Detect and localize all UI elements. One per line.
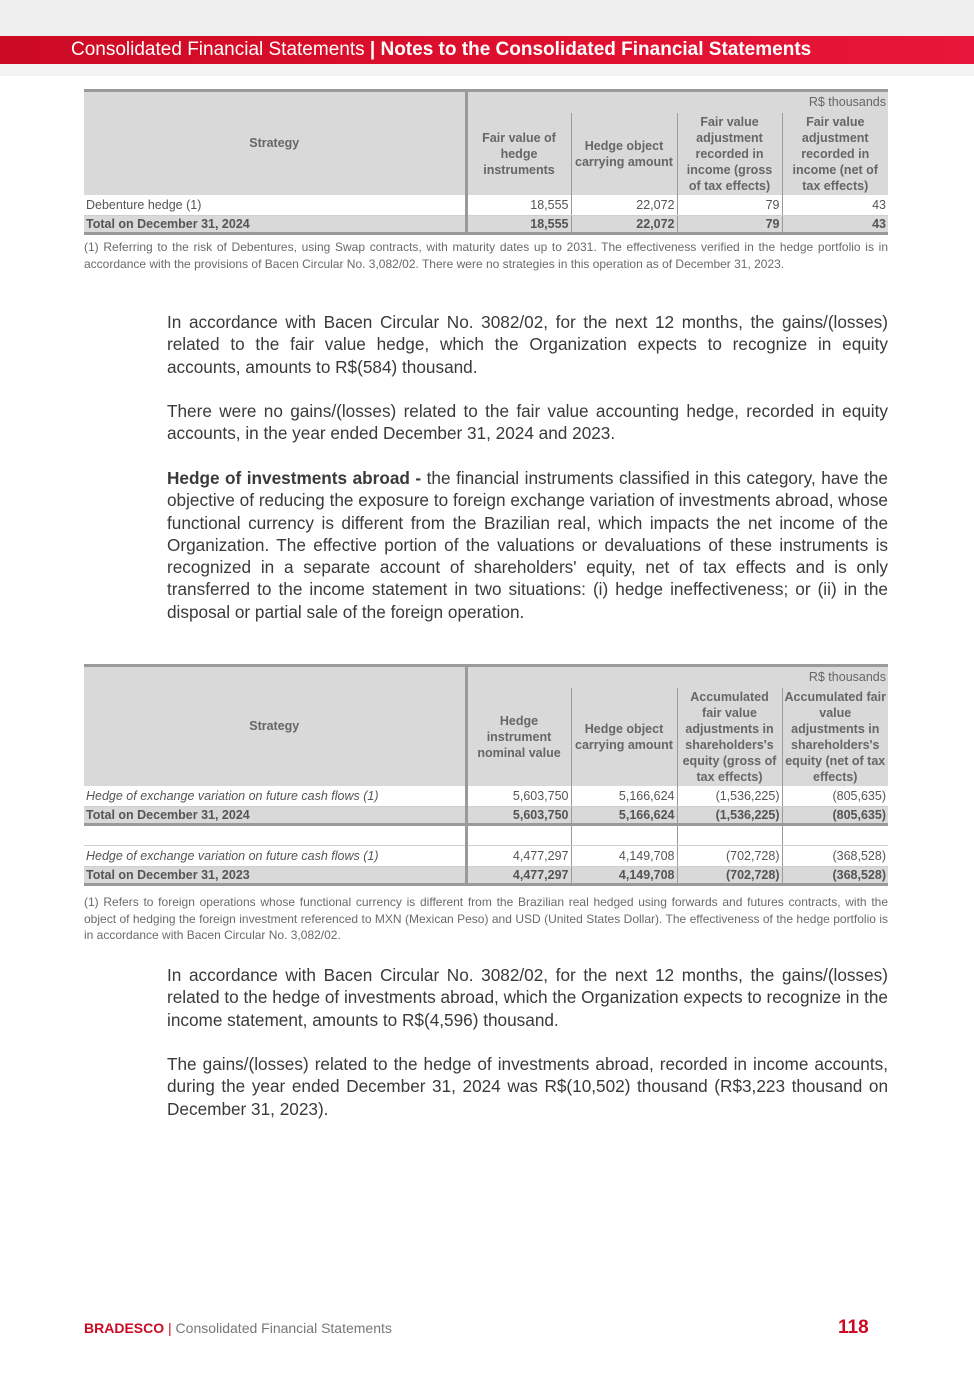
table2-header-strategy: Strategy xyxy=(84,666,466,786)
table1-total-gross: 79 xyxy=(677,216,782,234)
table1-total-net: 43 xyxy=(782,216,888,234)
table2-total2024-gross: (1,536,225) xyxy=(677,807,782,825)
investments-abroad-hedge-table xyxy=(84,664,888,886)
paragraph-body: the financial instruments classified in this category, have the objective of reducing the exposure to foreign exchange variation of investments abroad, whose functional currency is different from the Brazilian real, which impacts the net income of the Organization. The effective portion of the valuations or devaluations of these instruments is recognized in a separate account of shareholders' equity, net of tax effects and is only transferred to the income statement in two situations: (i) hedge ineffectiveness; or (ii) in the disposal or partial sale of the foreign operation. xyxy=(167,468,888,622)
header-shadow xyxy=(0,64,974,76)
paragraph-investments-abroad-expectation: In accordance with Bacen Circular No. 3082/02, for the next 12 months, the gains/(losses) related to the hedge of investments abroad, which the Organization expects to recognize in the income statement, amounts to R$(4,596) thousand. xyxy=(167,965,888,1030)
table1-header-fair-value: Fair value of hedge instruments xyxy=(466,113,571,195)
paragraph-investments-abroad-gains: The gains/(losses) related to the hedge of investments abroad, recorded in income accounts, during the year ended December 31, 2024 was R$(10,502) thousand (R$3,223 thousand on December 31, 2023). xyxy=(167,1054,888,1119)
table2-header-gross: Accumulated fair value adjustments in shareholders's equity (gross of tax effects) xyxy=(677,688,782,786)
paragraph-bold-lead: Hedge of investments abroad - xyxy=(167,468,422,488)
table2-total2023-label: Total on December 31, 2023 xyxy=(84,867,466,885)
table1-footnote: (1) Referring to the risk of Debentures, using Swap contracts, with maturity dates up to 2031. The effectiveness verified in the hedge portfolio is in accordance with the provisions of Bacen Circular No. 3,082/02. There were no strategies in this operation as of December 31, 2023. xyxy=(84,240,888,271)
table2-header-net: Accumulated fair value adjustments in shareholders's equity (net of tax effects) xyxy=(782,688,888,786)
table2-units: R$ thousands xyxy=(466,666,888,688)
table-total-row xyxy=(84,867,888,885)
table-row xyxy=(84,846,888,867)
table2-2023-net: (368,528) xyxy=(782,846,888,867)
table1-header-net: Fair value adjustment recorded in income (net of tax effects) xyxy=(782,113,888,195)
table1-row-carrying: 22,072 xyxy=(571,195,677,216)
footer-separator: | xyxy=(164,1320,176,1336)
header-bar xyxy=(0,36,974,64)
table-total-row xyxy=(84,216,888,234)
table2-2023-gross: (702,728) xyxy=(677,846,782,867)
table1-units: R$ thousands xyxy=(466,91,888,113)
paragraph-hedge-investments-abroad xyxy=(167,467,888,623)
paragraph-fair-value-expectation: In accordance with Bacen Circular No. 3082/02, for the next 12 months, the gains/(losses) related to the fair value hedge, which the Organization expects to recognize in equity accounts, amounts to R$(584) thousand. xyxy=(167,312,888,377)
table2-total2024-net: (805,635) xyxy=(782,807,888,825)
table1-row-label: Debenture hedge (1) xyxy=(84,195,466,216)
page-number: 118 xyxy=(838,1317,869,1338)
table-total-row xyxy=(84,807,888,825)
table2-2024-carrying: 5,166,624 xyxy=(571,786,677,807)
table1-header-strategy: Strategy xyxy=(84,91,466,195)
footer xyxy=(84,1320,392,1336)
table2-2024-nominal: 5,603,750 xyxy=(466,786,571,807)
table2-2023-nominal: 4,477,297 xyxy=(466,846,571,867)
table2-footnote: (1) Refers to foreign operations whose functional currency is different from the Brazilian real hedged using forwards and futures contracts, with the object of hedging the foreign investment referenced to MXN (Mexican Peso) and USD (United States Dollar). The effectiveness of the hedge portfolio is in accordance with Bacen Circular No. 3,082/02. xyxy=(84,895,888,942)
table2-total2024-nominal: 5,603,750 xyxy=(466,807,571,825)
paragraph-no-gains: There were no gains/(losses) related to the fair value accounting hedge, recorded in equity accounts, in the year ended December 31, 2024 and 2023. xyxy=(167,401,888,444)
table2-total2023-gross: (702,728) xyxy=(677,867,782,885)
table2-2023-label: Hedge of exchange variation on future cash flows (1) xyxy=(84,846,466,867)
table1-row-fair-value: 18,555 xyxy=(466,195,571,216)
table2-total2023-carrying: 4,149,708 xyxy=(571,867,677,885)
table2-total2024-carrying: 5,166,624 xyxy=(571,807,677,825)
table2-2024-net: (805,635) xyxy=(782,786,888,807)
fair-value-hedge-table xyxy=(84,89,888,235)
footer-brand: BRADESCO xyxy=(84,1320,165,1336)
table2-2024-gross: (1,536,225) xyxy=(677,786,782,807)
top-band xyxy=(0,0,974,36)
table2-2023-carrying: 4,149,708 xyxy=(571,846,677,867)
table1-header-carrying: Hedge object carrying amount xyxy=(571,113,677,195)
table2-header-nominal: Hedge instrument nominal value xyxy=(466,688,571,786)
table2-total2023-nominal: 4,477,297 xyxy=(466,867,571,885)
header-section: Consolidated Financial Statements xyxy=(71,39,365,60)
table1-row-net: 43 xyxy=(782,195,888,216)
table1-total-carrying: 22,072 xyxy=(571,216,677,234)
table2-total2024-label: Total on December 31, 2024 xyxy=(84,807,466,825)
table2-header-carrying: Hedge object carrying amount xyxy=(571,688,677,786)
table1-total-label: Total on December 31, 2024 xyxy=(84,216,466,234)
table-row xyxy=(84,786,888,807)
header-separator: | xyxy=(364,39,381,60)
table1-total-fair-value: 18,555 xyxy=(466,216,571,234)
header-title: Notes to the Consolidated Financial Statements xyxy=(380,39,812,60)
table2-total2023-net: (368,528) xyxy=(782,867,888,885)
table2-2024-label: Hedge of exchange variation on future cash flows (1) xyxy=(84,786,466,807)
table-spacer-row xyxy=(84,825,888,846)
footer-text: Consolidated Financial Statements xyxy=(175,1320,392,1336)
table-row xyxy=(84,195,888,216)
table1-row-gross: 79 xyxy=(677,195,782,216)
table1-header-gross: Fair value adjustment recorded in income (gross of tax effects) xyxy=(677,113,782,195)
